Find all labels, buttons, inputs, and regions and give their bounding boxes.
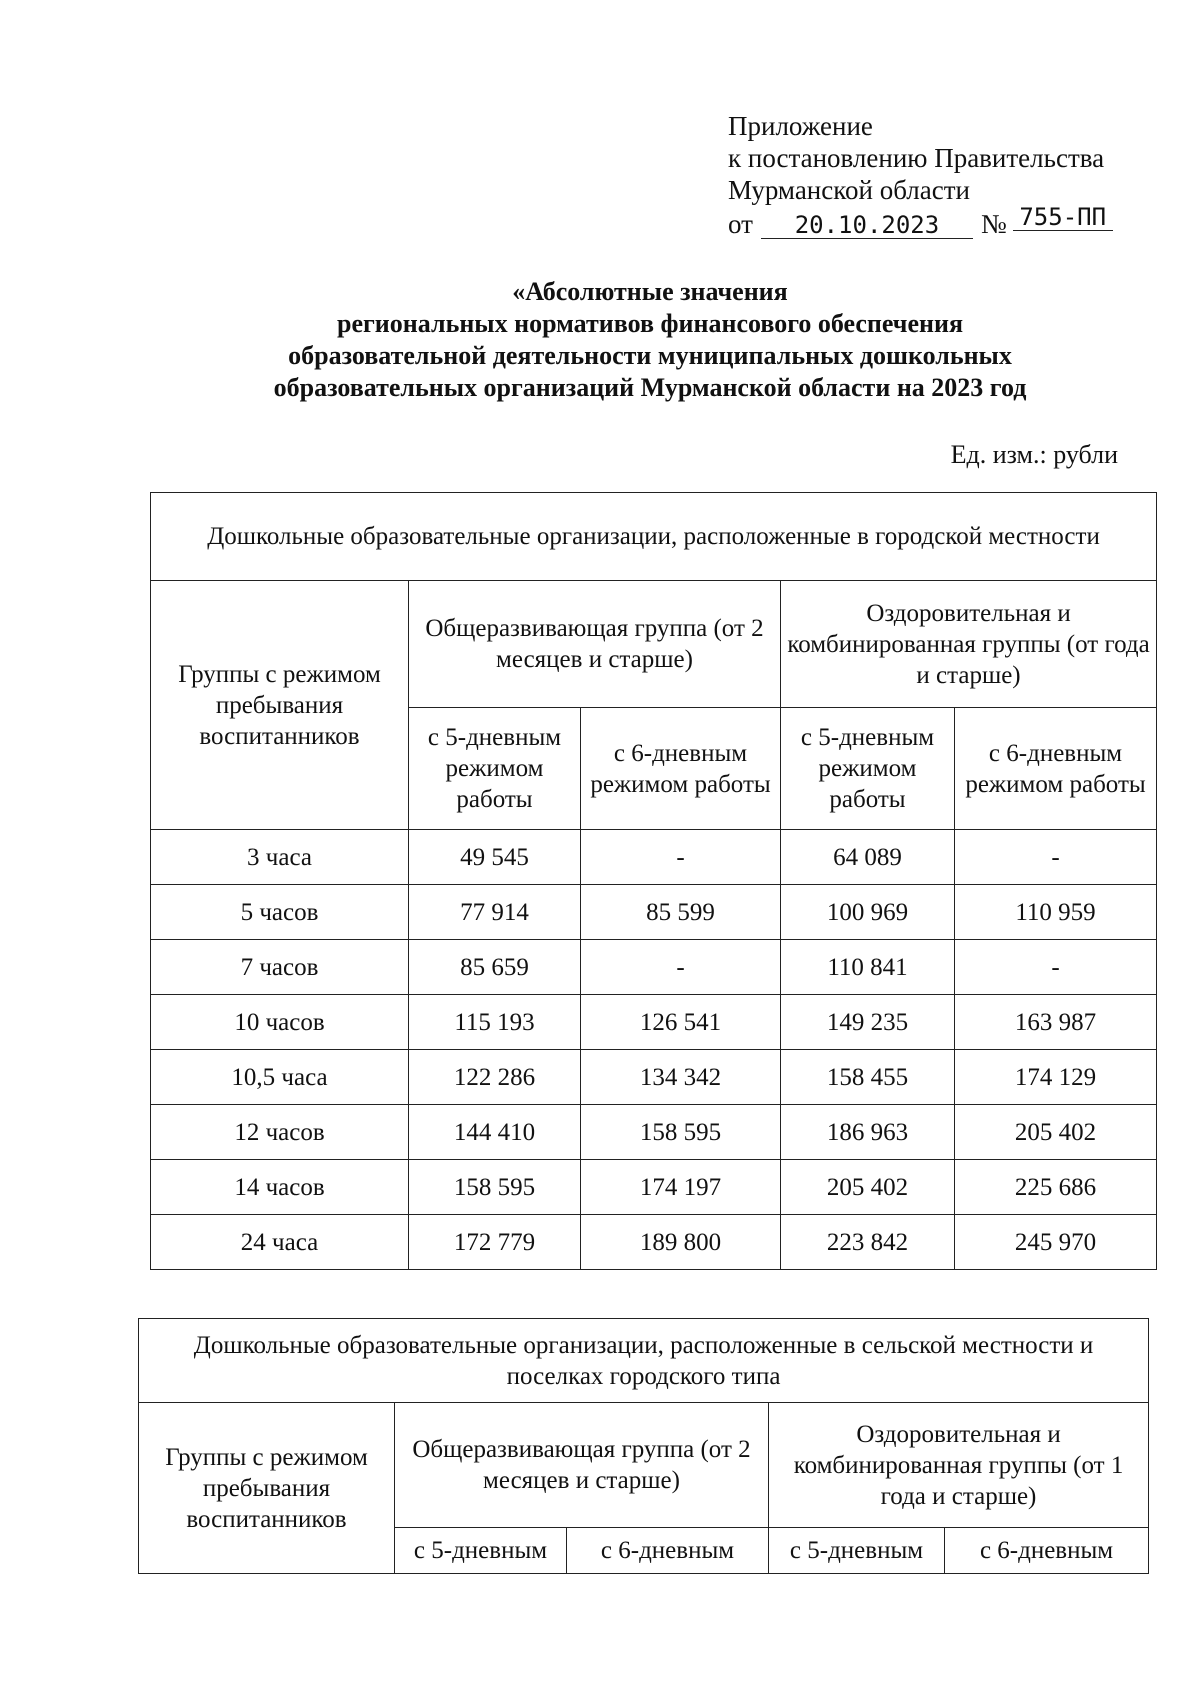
mode-6-day-header: с 6-дневным режимом работы (581, 708, 781, 830)
row-header-cell: Группы с режимом пребывания воспитанников (151, 581, 409, 830)
urban-norms-table (150, 492, 1157, 1270)
row-label: 10,5 часа (151, 1050, 409, 1105)
value-cell: 205 402 (781, 1160, 955, 1215)
number-sign: № (980, 209, 1007, 239)
value-cell: 163 987 (955, 995, 1157, 1050)
unit-of-measure: Ед. изм.: рубли (950, 440, 1118, 469)
row-label: 12 часов (151, 1105, 409, 1160)
value-cell: 158 455 (781, 1050, 955, 1105)
mode-6-day-header: с 6-дневным (945, 1528, 1149, 1574)
date-prefix: от (728, 209, 753, 239)
urban-table-header: Дошкольные образовательные организации, расположенные в городской местности (151, 493, 1157, 581)
value-cell: 223 842 (781, 1215, 955, 1270)
value-cell: 149 235 (781, 995, 955, 1050)
general-group-header: Общеразвивающая группа (от 2 месяцев и старше) (409, 581, 781, 708)
value-cell: 158 595 (581, 1105, 781, 1160)
mode-5-day-header: с 5-дневным режимом работы (409, 708, 581, 830)
annex-block (728, 110, 1113, 240)
table-row (151, 885, 1157, 940)
row-label: 14 часов (151, 1160, 409, 1215)
mode-5-day-header: с 5-дневным (769, 1528, 945, 1574)
value-cell: 174 129 (955, 1050, 1157, 1105)
value-cell: 189 800 (581, 1215, 781, 1270)
annex-line-3: Мурманской области (728, 175, 970, 205)
rural-table-header: Дошкольные образовательные организации, расположенные в сельской местности и поселках городского типа (139, 1319, 1149, 1403)
value-cell: - (581, 830, 781, 885)
value-cell: 100 969 (781, 885, 955, 940)
document-number: 755-ПП (1013, 204, 1113, 231)
table-row (151, 1160, 1157, 1215)
document-title (150, 276, 1150, 404)
table-row (151, 995, 1157, 1050)
document-date: 20.10.2023 (761, 212, 973, 239)
value-cell: 77 914 (409, 885, 581, 940)
table-row (151, 1050, 1157, 1105)
value-cell: 245 970 (955, 1215, 1157, 1270)
mode-5-day-header: с 5-дневным режимом работы (781, 708, 955, 830)
value-cell: - (955, 940, 1157, 995)
value-cell: 186 963 (781, 1105, 955, 1160)
table-row (151, 830, 1157, 885)
row-label: 7 часов (151, 940, 409, 995)
value-cell: 174 197 (581, 1160, 781, 1215)
value-cell: 158 595 (409, 1160, 581, 1215)
annex-line-1: Приложение (728, 111, 873, 141)
value-cell: 64 089 (781, 830, 955, 885)
row-label: 24 часа (151, 1215, 409, 1270)
value-cell: 172 779 (409, 1215, 581, 1270)
value-cell: 134 342 (581, 1050, 781, 1105)
value-cell: 110 841 (781, 940, 955, 995)
value-cell: 85 599 (581, 885, 781, 940)
row-label: 5 часов (151, 885, 409, 940)
value-cell: - (955, 830, 1157, 885)
general-group-header: Общеразвивающая группа (от 2 месяцев и старше) (395, 1403, 769, 1528)
value-cell: 225 686 (955, 1160, 1157, 1215)
annex-line-2: к постановлению Правительства (728, 143, 1105, 173)
row-label: 3 часа (151, 830, 409, 885)
health-group-header: Оздоровительная и комбинированная группы (от 1 года и старше) (769, 1403, 1149, 1528)
row-label: 10 часов (151, 995, 409, 1050)
value-cell: 115 193 (409, 995, 581, 1050)
value-cell: 126 541 (581, 995, 781, 1050)
value-cell: 85 659 (409, 940, 581, 995)
title-line-2: региональных нормативов финансового обеспечения (336, 309, 964, 338)
value-cell: - (581, 940, 781, 995)
value-cell: 205 402 (955, 1105, 1157, 1160)
value-cell: 110 959 (955, 885, 1157, 940)
value-cell: 144 410 (409, 1105, 581, 1160)
table-row (151, 940, 1157, 995)
mode-6-day-header: с 6-дневным режимом работы (955, 708, 1157, 830)
table-row (151, 1215, 1157, 1270)
title-line-1: «Абсолютные значения (512, 277, 788, 306)
value-cell: 122 286 (409, 1050, 581, 1105)
table-row (151, 1105, 1157, 1160)
rural-norms-table (138, 1318, 1149, 1574)
annex-reference (728, 203, 1113, 240)
mode-6-day-header: с 6-дневным (567, 1528, 769, 1574)
title-line-4: образовательных организаций Мурманской области на 2023 год (273, 373, 1027, 402)
title-line-3: образовательной деятельности муниципальных дошкольных (288, 341, 1012, 370)
row-header-cell: Группы с режимом пребывания воспитанников (139, 1403, 395, 1574)
value-cell: 49 545 (409, 830, 581, 885)
mode-5-day-header: с 5-дневным (395, 1528, 567, 1574)
health-group-header: Оздоровительная и комбинированная группы (от года и старше) (781, 581, 1157, 708)
